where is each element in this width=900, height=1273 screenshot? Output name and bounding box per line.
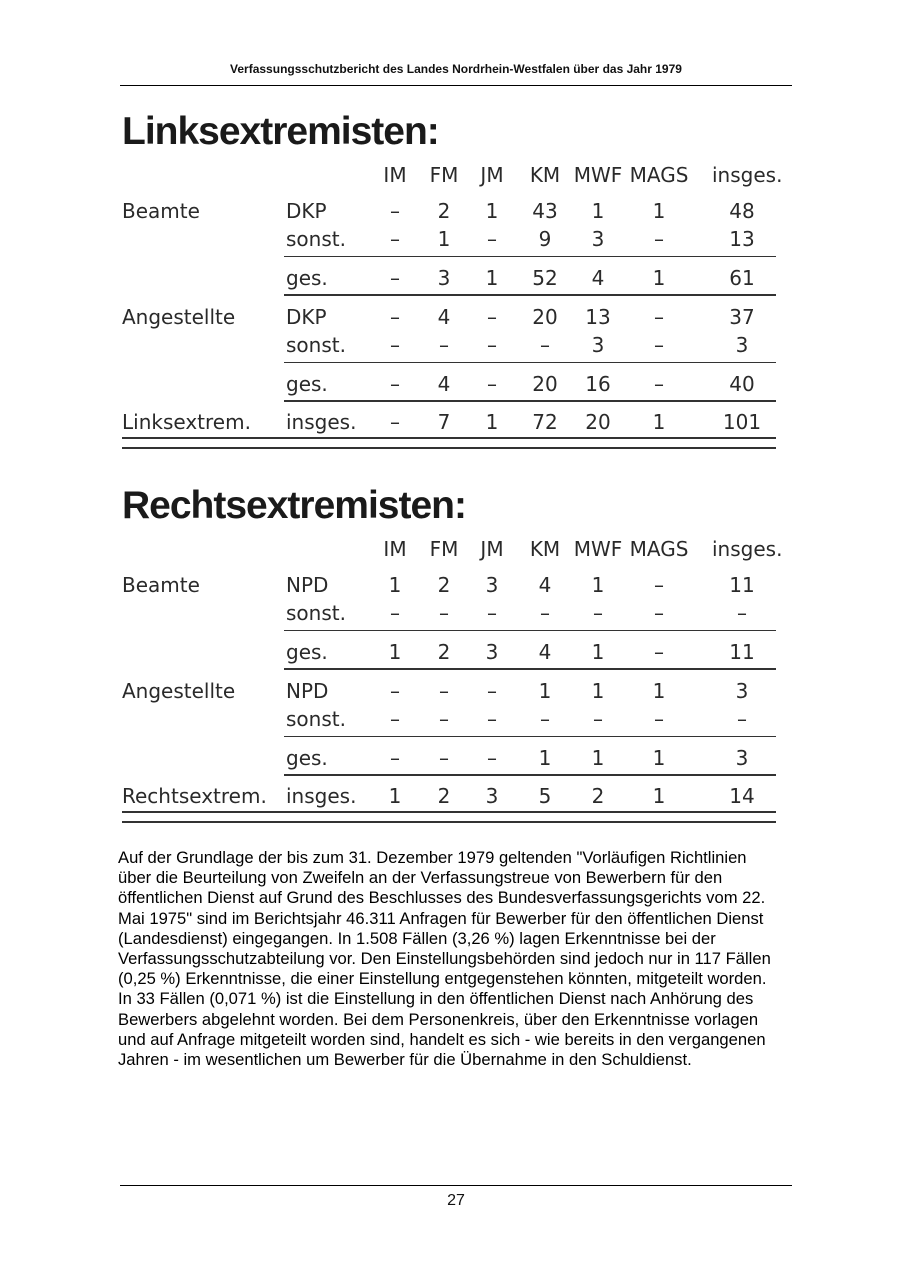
table-cell: –	[487, 227, 497, 251]
table-cell: 5	[538, 784, 552, 808]
column-header: insges.	[712, 537, 783, 561]
table-rule	[284, 362, 776, 363]
row-label: sonst.	[286, 333, 346, 357]
row-label: DKP	[286, 305, 327, 329]
table-cell: 2	[591, 784, 605, 808]
table-cell: –	[654, 305, 664, 329]
table-cell: –	[439, 707, 449, 731]
table-cell: 1	[652, 679, 666, 703]
table-cell: 1	[591, 573, 605, 597]
column-header: insges.	[712, 163, 783, 187]
table-cell: 3	[485, 640, 499, 664]
column-header: MAGS	[629, 537, 689, 561]
page-number: 27	[447, 1192, 465, 1209]
table-cell: 13	[729, 227, 755, 251]
table-cell: –	[487, 372, 497, 396]
linksextremisten-title: Linksextremisten:	[122, 110, 439, 153]
table-cell: 11	[729, 573, 755, 597]
table-cell: –	[593, 601, 603, 625]
table-cell: 9	[538, 227, 552, 251]
table-cell: –	[390, 372, 400, 396]
row-label: insges.	[286, 410, 357, 434]
table-cell: 4	[538, 573, 552, 597]
table-cell: –	[390, 305, 400, 329]
table-cell: 101	[722, 410, 762, 434]
column-header: MWF	[573, 537, 623, 561]
subtotal-row	[122, 266, 776, 292]
table-rule	[122, 437, 776, 439]
table-cell: –	[593, 707, 603, 731]
column-header: MWF	[573, 163, 623, 187]
column-header: MAGS	[629, 163, 689, 187]
table-cell: –	[654, 640, 664, 664]
table-cell: 3	[437, 266, 451, 290]
row-label: DKP	[286, 199, 327, 223]
column-header: JM	[480, 537, 504, 561]
table-cell: –	[390, 410, 400, 434]
table-cell: –	[540, 333, 550, 357]
column-header-row	[122, 163, 783, 189]
grand-total-row	[122, 410, 776, 436]
table-cell: 1	[591, 746, 605, 770]
table-cell: –	[654, 227, 664, 251]
group-label: Beamte	[122, 573, 200, 597]
table-cell: 1	[652, 199, 666, 223]
group-label: Beamte	[122, 199, 200, 223]
table-cell: 61	[729, 266, 755, 290]
table-cell: 4	[538, 640, 552, 664]
table-rule	[284, 630, 776, 631]
table-cell: –	[439, 601, 449, 625]
row-label: NPD	[286, 679, 329, 703]
table-rule	[284, 736, 776, 737]
column-header: KM	[529, 163, 561, 187]
table-cell: 14	[729, 784, 755, 808]
table-cell: 2	[437, 784, 451, 808]
table-cell: –	[439, 333, 449, 357]
row-label: ges.	[286, 266, 328, 290]
table-cell: –	[654, 707, 664, 731]
table-cell: 1	[538, 746, 552, 770]
table-cell: 3	[485, 784, 499, 808]
table-cell: –	[487, 305, 497, 329]
table-row	[122, 573, 776, 599]
row-label: ges.	[286, 746, 328, 770]
table-rule	[122, 811, 776, 813]
table-cell: 3	[735, 746, 749, 770]
table-cell: 1	[485, 266, 499, 290]
table-cell: 20	[585, 410, 611, 434]
group-label: Angestellte	[122, 305, 236, 329]
table-cell: 20	[532, 305, 558, 329]
column-header: FM	[429, 537, 459, 561]
group-label: Rechtsextrem.	[122, 784, 267, 808]
table-cell: 11	[729, 640, 755, 664]
subtotal-row	[122, 640, 776, 666]
table-rule	[122, 447, 776, 449]
table-row	[122, 227, 776, 253]
table-cell: 1	[652, 784, 666, 808]
column-header: JM	[480, 163, 504, 187]
body-text	[118, 848, 782, 1070]
table-cell: 1	[388, 573, 402, 597]
table-cell: –	[737, 601, 747, 625]
table-cell: 13	[585, 305, 611, 329]
table-cell: –	[390, 227, 400, 251]
table-cell: 1	[485, 199, 499, 223]
table-row	[122, 601, 776, 627]
column-header-row	[122, 537, 783, 563]
table-row	[122, 199, 776, 225]
table-cell: –	[487, 601, 497, 625]
table-cell: 1	[437, 227, 451, 251]
table-cell: –	[487, 333, 497, 357]
column-header: KM	[529, 537, 561, 561]
table-cell: 1	[485, 410, 499, 434]
column-header: IM	[383, 163, 407, 187]
row-label: sonst.	[286, 227, 346, 251]
table-cell: 3	[591, 227, 605, 251]
table-cell: 1	[388, 784, 402, 808]
table-cell: –	[737, 707, 747, 731]
table-cell: –	[390, 679, 400, 703]
table-cell: –	[390, 746, 400, 770]
table-cell: –	[390, 601, 400, 625]
table-cell: 52	[532, 266, 558, 290]
table-cell: 3	[735, 679, 749, 703]
row-label: sonst.	[286, 707, 346, 731]
table-cell: 3	[735, 333, 749, 357]
table-cell: –	[487, 679, 497, 703]
table-cell: 1	[591, 199, 605, 223]
table-cell: –	[654, 372, 664, 396]
table-cell: 43	[532, 199, 558, 223]
row-label: ges.	[286, 372, 328, 396]
table-cell: –	[540, 601, 550, 625]
table-cell: 20	[532, 372, 558, 396]
table-cell: 2	[437, 573, 451, 597]
row-label: insges.	[286, 784, 357, 808]
table-cell: –	[487, 707, 497, 731]
table-cell: 2	[437, 199, 451, 223]
table-cell: –	[390, 707, 400, 731]
table-cell: 4	[437, 372, 451, 396]
table-row	[122, 305, 776, 331]
table-cell: 4	[591, 266, 605, 290]
table-cell: 72	[532, 410, 558, 434]
table-cell: 2	[437, 640, 451, 664]
table-cell: 1	[538, 679, 552, 703]
row-label: sonst.	[286, 601, 346, 625]
table-rule	[284, 294, 776, 296]
table-cell: 1	[652, 746, 666, 770]
table-rule	[284, 256, 776, 257]
footer-rule	[120, 1185, 792, 1186]
table-cell: 37	[729, 305, 755, 329]
table-cell: 3	[591, 333, 605, 357]
row-label: ges.	[286, 640, 328, 664]
rechtsextremisten-title: Rechtsextremisten:	[122, 484, 466, 527]
table-rule	[122, 821, 776, 823]
table-cell: –	[540, 707, 550, 731]
table-cell: 1	[652, 410, 666, 434]
table-cell: 1	[591, 679, 605, 703]
table-cell: –	[654, 573, 664, 597]
group-label: Linksextrem.	[122, 410, 251, 434]
table-cell: 1	[652, 266, 666, 290]
header-rule	[120, 85, 792, 86]
table-cell: 3	[485, 573, 499, 597]
subtotal-row	[122, 746, 776, 772]
group-label: Angestellte	[122, 679, 236, 703]
subtotal-row	[122, 372, 776, 398]
column-header: IM	[383, 537, 407, 561]
table-cell: –	[439, 679, 449, 703]
header-title: Verfassungsschutzbericht des Landes Nordrhein-Westfalen über das Jahr 1979	[230, 62, 682, 76]
table-cell: –	[654, 601, 664, 625]
table-cell: 16	[585, 372, 611, 396]
table-cell: 1	[591, 640, 605, 664]
body-paragraph: Auf der Grundlage der bis zum 31. Dezember 1979 geltenden "Vorläufigen Richtlinien über die Beurteilung von Zweifeln an der Verfassungstreue von Bewerbern für den öffentlichen Dienst auf Grund des Beschlusses des Bundesverfassungsgerichts vom 22. Mai 1975" sind im Berichtsjahr 46.311 Anfragen für Bewerber für den öffentlichen Dienst (Landesdienst) eingegangen. In 1.508 Fällen (3,26 %) lagen Erkenntnisse bei der Verfassungsschutzabteilung vor. Den Einstellungsbehörden sind jedoch nur in 117 Fällen (0,25 %) Erkenntnisse, die einer Einstellung entgegenstehen könnten, mitgeteilt worden. In 33 Fällen (0,071 %) ist die Einstellung in den öffentlichen Dienst nach Anhörung des Bewerbers abgelehnt worden. Bei dem Personenkreis, über den Erkenntnisse vorlagen und auf Anfrage mitgeteilt worden sind, handelt es sich - wie bereits in den vergangenen Jahren - im wesentlichen um Bewerber für die Übernahme in den Schuldienst.	[118, 848, 771, 1070]
table-cell: –	[390, 199, 400, 223]
table-cell: 7	[437, 410, 451, 434]
column-header: FM	[429, 163, 459, 187]
table-row	[122, 707, 776, 733]
table-cell: 48	[729, 199, 755, 223]
table-row	[122, 333, 776, 359]
table-rule	[284, 774, 776, 776]
table-cell: 4	[437, 305, 451, 329]
table-rule	[284, 668, 776, 670]
row-label: NPD	[286, 573, 329, 597]
table-cell: –	[654, 333, 664, 357]
table-row	[122, 679, 776, 705]
grand-total-row	[122, 784, 776, 810]
table-rule	[284, 400, 776, 402]
table-cell: –	[487, 746, 497, 770]
table-cell: –	[390, 266, 400, 290]
table-cell: 1	[388, 640, 402, 664]
table-cell: –	[390, 333, 400, 357]
table-cell: 40	[729, 372, 755, 396]
table-cell: –	[439, 746, 449, 770]
